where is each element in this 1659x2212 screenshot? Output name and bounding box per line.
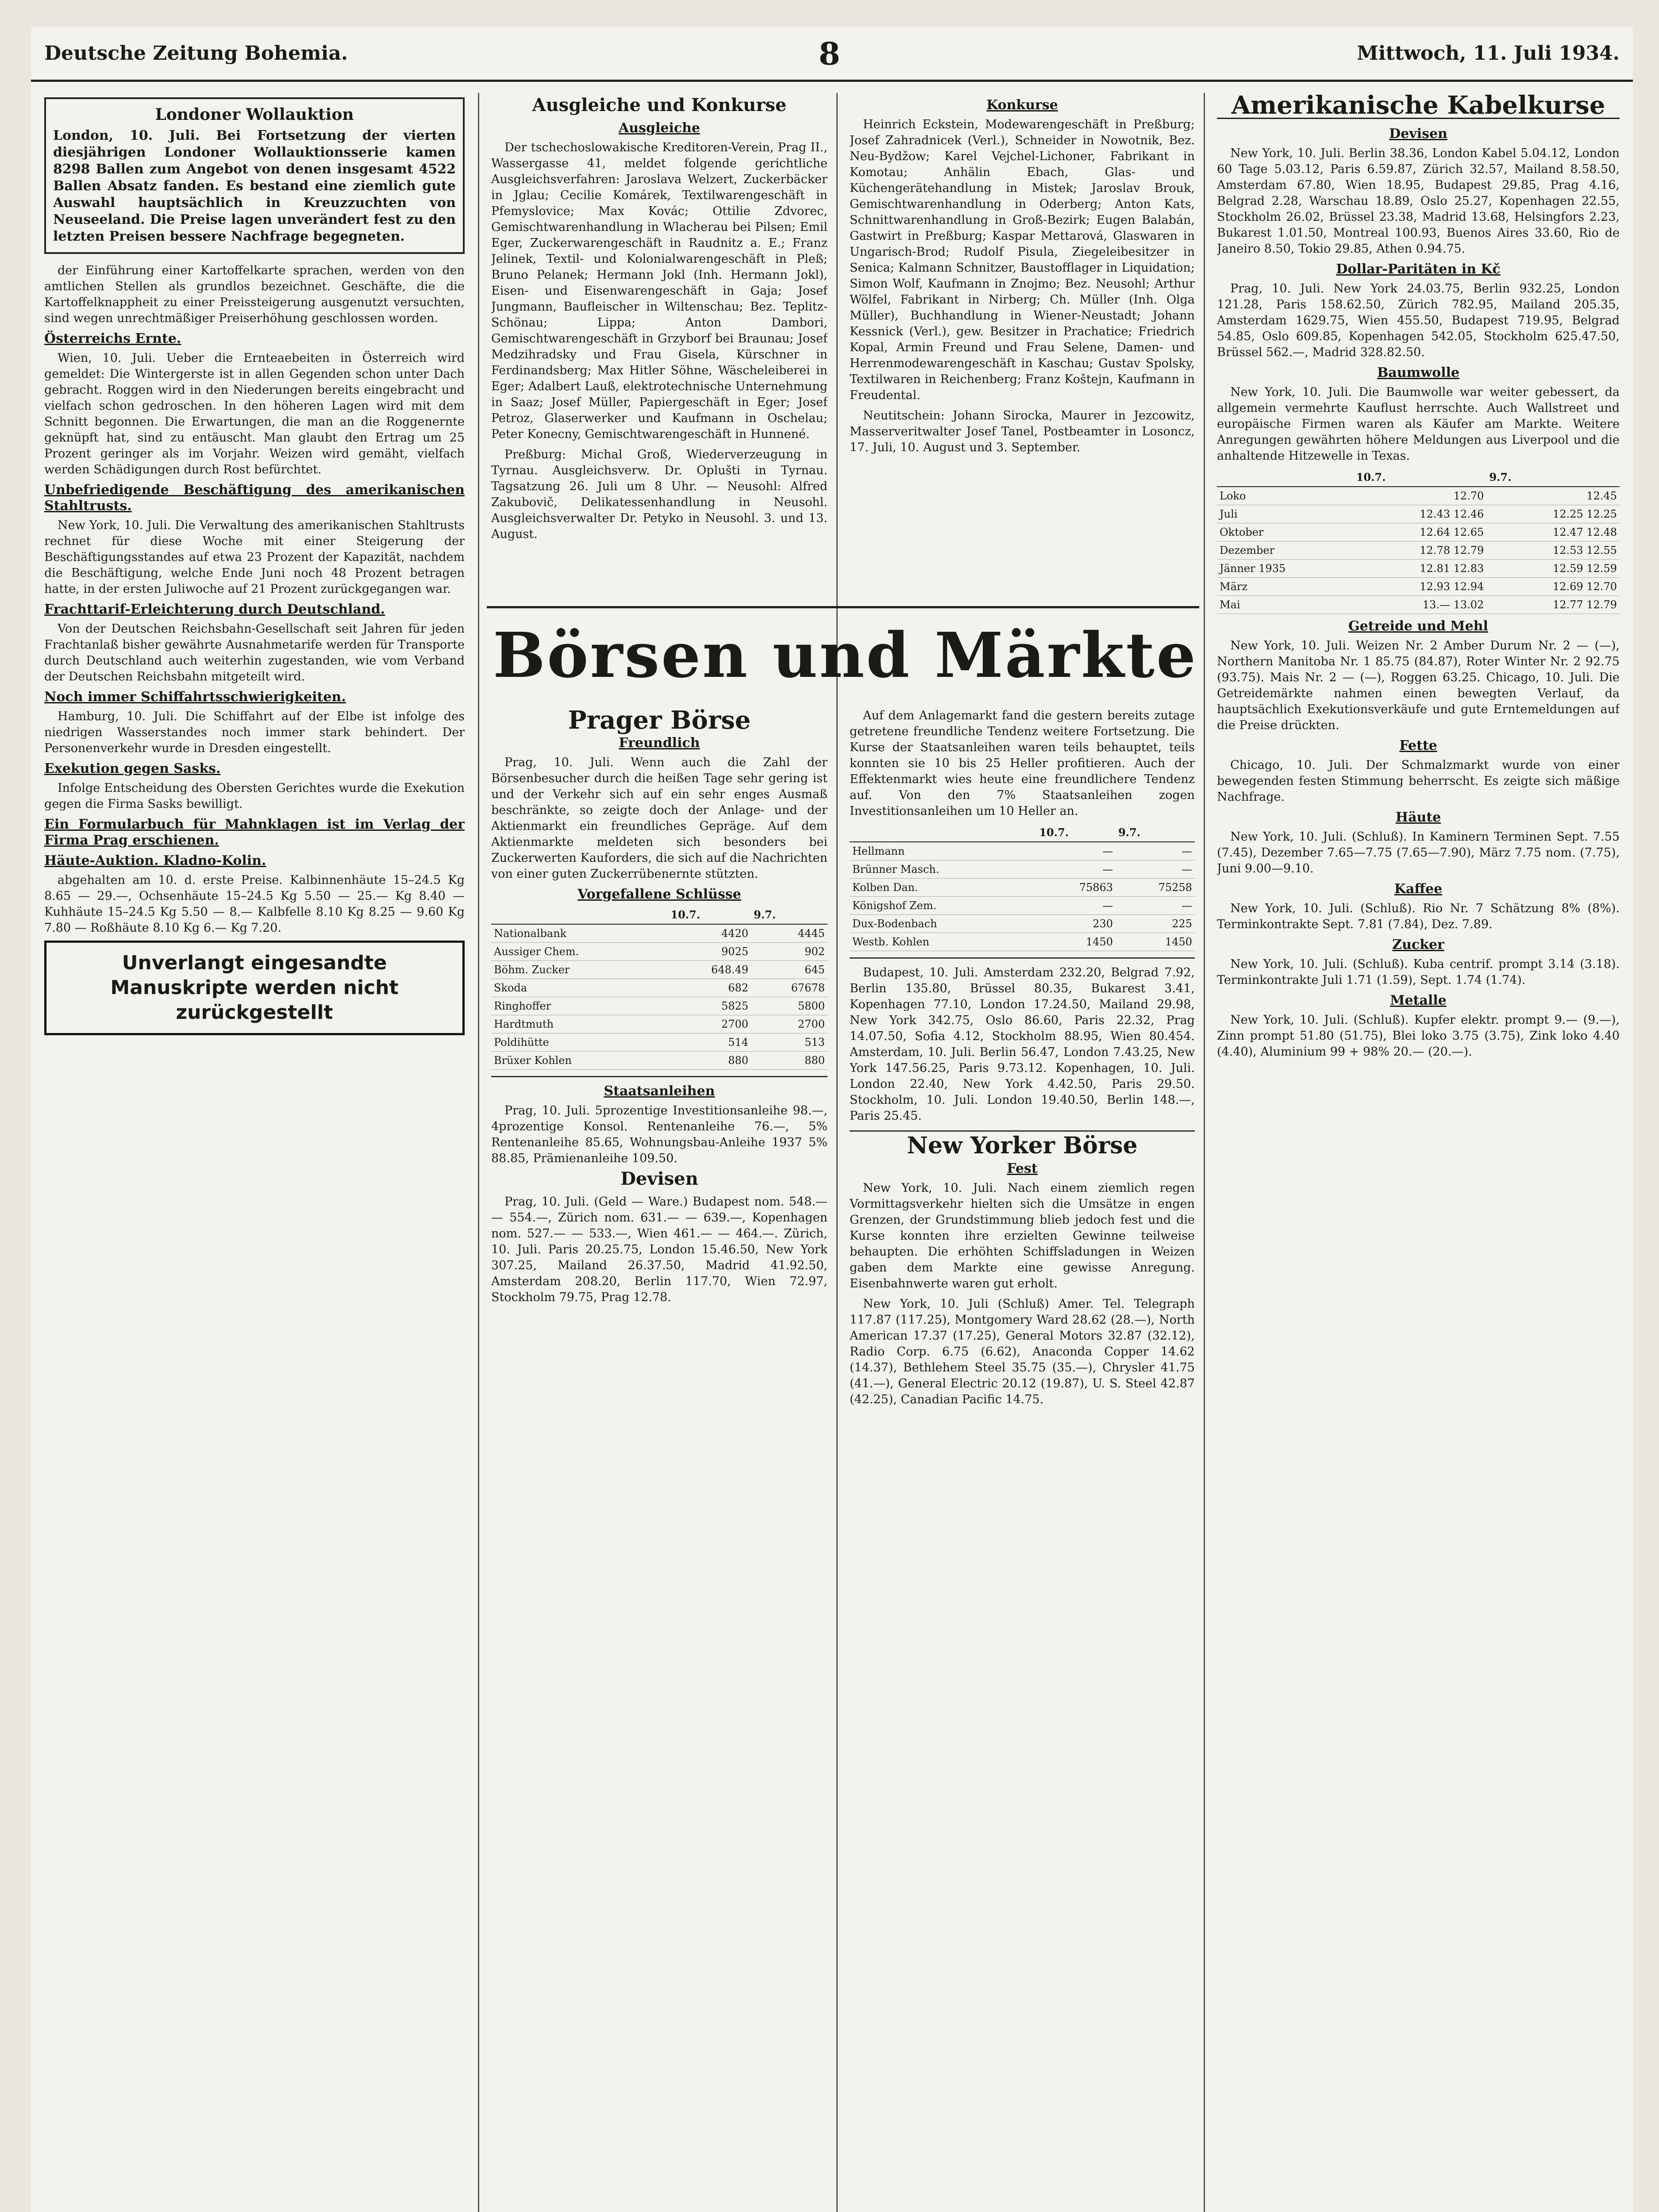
section-subtitle: Fette <box>1399 738 1437 753</box>
article-text: Wien, 10. Juli. Ueber die Ernteaebeiten in Österreich wird gemeldet: Die Wintergerste ist in allen Gegenden schon unter Dach gebracht. Roggen wird in den Niederungen bereits eingebracht und vielfach schon gedroschen. In den höheren Lagen wird mit dem Schnitt begonnen. Die Erwartungen, die man an die Roggenernte geknüpft hat, sind zu entäuscht. Man glaubt den Ertrag um 25 Prozent geringer als im Vorjahr. Weizen wird gemäht, vielfach werden Schädigungen durch Rost befürchtet. <box>44 351 465 476</box>
table-header: 10.7. <box>1354 469 1487 487</box>
article-text: Hamburg, 10. Juli. Die Schiffahrt auf der Elbe ist infolge des niedrigen Wasserstandes noch immer stark behindert. Der Personenverkehr wurde in Dresden eingestellt. <box>44 710 465 755</box>
table-cell: Nationalbank <box>491 924 668 943</box>
table-row <box>1217 487 1620 505</box>
article-text: Preßburg: Michal Groß, Wiederverzeugung in Tyrnau. Ausgleichsverw. Dr. Oplušti in Tyrnau. Tagsatzung 26. Juli um 8 Uhr. — Neusohl: Alfred Zakubovič, Delikatessenhandlung in Neusohl. Ausgleichsverwalter Dr. Petyko in Neusohl. 3. und 13. August. <box>491 448 828 541</box>
section-subtitle: Ausgleiche <box>619 120 700 136</box>
column-4 <box>1217 93 1620 2212</box>
table-row <box>491 924 828 943</box>
table-cell: 12.81 12.83 <box>1354 560 1487 578</box>
table-cell: 4420 <box>668 924 751 943</box>
table-row <box>491 997 828 1015</box>
table-cell: Brünner Masch. <box>850 860 1036 879</box>
table-cell: 513 <box>751 1033 828 1052</box>
column-divider <box>478 93 479 2212</box>
table-cell: 225 <box>1116 915 1195 933</box>
article-text: Chicago, 10. Juli. Der Schmalzmarkt wurde von einer bewegenden festen Stimmung beherrscht. Es zeigte sich mäßige Nachfrage. <box>1217 758 1620 804</box>
table-row <box>850 860 1195 879</box>
divider <box>850 957 1195 959</box>
table-cell: 12.93 12.94 <box>1354 578 1487 596</box>
section-subtitle: Baumwolle <box>1377 365 1460 380</box>
article-text: Prag, 10. Juli. (Geld — Ware.) Budapest nom. 548.— — 554.—, Zürich nom. 631.— — 639.—, Kopenhagen nom. 527.— — 533.—, Wien 461.— — 464.—. Zürich, 10. Juli. Paris 20.25.75, London 15.46.50, New York 307.25, Mailand 26.37.50, Madrid 41.92.50, Amsterdam 208.20, Berlin 117.70, Wien 72.97, Stockholm 79.75, Prag 12.78. <box>491 1195 828 1304</box>
section-subtitle: Staatsanleihen <box>604 1083 715 1099</box>
table-cell: 12.43 12.46 <box>1354 505 1487 523</box>
manuscript-notice: Unverlangt eingesandte Manuskripte werden nicht zurückgestellt <box>44 941 465 1035</box>
table-cell: 67678 <box>751 979 828 997</box>
table-cell: — <box>1036 842 1116 860</box>
table-cell: Juli <box>1217 505 1354 523</box>
article-text: Prag, 10. Juli. New York 24.03.75, Berlin 932.25, London 121.28, Paris 158.62.50, Zürich 782.95, Mailand 205.35, Amsterdam 1629.75, Wien 455.50, Budapest 719.95, Belgrad 54.85, Oslo 609.85, Kopenhagen 542.05, Stockholm 625.47.50, Brüssel 562.—, Madrid 328.82.50. <box>1217 282 1620 359</box>
article-heading: Exekution gegen Sasks. <box>44 761 221 776</box>
article-text: der Einführung einer Kartoffelkarte sprachen, werden von den amtlichen Stellen als grundlos bezeichnet. Geschäfte, die die Kartoffelknappheit zu einer Preissteigerung ausgenutzt versuchten, sind wegen unrechtmäßiger Preiserhöhung geschlossen worden. <box>44 264 465 325</box>
article-text: Prag, 10. Juli. Wenn auch die Zahl der Börsenbesucher durch die heißen Tage sehr gering ist und der Verkehr sich auf ein sehr enges Ausmaß beschränkte, so zeigte doch der Anlage- und der Aktienmarkt ein freundliches Gepräge. Auf dem Aktienmarkte meldeten sich besonders bei Zuckerwerten Kauforders, die sich auf die Nachrichten von einer guten Zuckerrübenernte stützten. <box>491 756 828 881</box>
article-text: New York, 10. Juli. Die Verwaltung des amerikanischen Stahltrusts rechnet für diese Woche mit einer Steigerung der Beschäftigungsstandes auf etwa 23 Prozent der Kapazität, nachdem die Beschäftigung, welche Ende Juni noch 48 Prozent betragen hatte, in der ersten Juliwoche auf 21 Prozent zurückgegangen war. <box>44 518 465 596</box>
table-cell: 902 <box>751 943 828 961</box>
article-text: New York, 10. Juli. Berlin 38.36, London Kabel 5.04.12, London 60 Tage 5.03.12, Paris 6.59.87, Zürich 32.57, Mailand 8.58.50, Amsterdam 67.80, Wien 18.95, Budapest 29.85, Prag 4.16, Belgrad 2.28, Warschau 18.89, Oslo 25.27, Kopenhagen 22.55, Stockholm 26.02, Brüssel 23.38, Madrid 13.68, Helsingfors 2.23, Bukarest 1.01.50, Montreal 100.93, Buenos Aires 33.60, Rio de Janeiro 8.50, Tokio 29.85, Athen 0.94.75. <box>1217 146 1620 256</box>
table-cell: 4445 <box>751 924 828 943</box>
column-3 <box>850 93 1195 602</box>
table-row <box>1217 523 1620 541</box>
table-cell: 12.70 <box>1354 487 1487 505</box>
table-cell: Königshof Zem. <box>850 897 1036 915</box>
table-row <box>491 979 828 997</box>
article-text: New York, 10. Juli. Weizen Nr. 2 Amber Durum Nr. 2 — (—), Northern Manitoba Nr. 1 85.75 (84.87), Roter Winter Nr. 2 92.75 (93.75). Mais Nr. 2 — (—), Roggen 63.25. Chicago, 10. Juli. Die Getreidemärkte nahmen einen bewegten Verlauf, da hauptsächlich Exekutionsverkäufe und gute Erntemeldungen auf die Preise drückten. <box>1217 639 1620 732</box>
table-cell: 12.64 12.65 <box>1354 523 1487 541</box>
article-text: New York, 10. Juli. (Schluß). Rio Nr. 7 Schätzung 8% (8%). Terminkontrakte Sept. 7.81 (7.84), Dez. 7.89. <box>1217 902 1620 931</box>
article-text: Von der Deutschen Reichsbahn-Gesellschaft seit Jahren für jeden Frachtanlaß bisher gewährte Ausnahmetarife werden für Transporte durch Deutschland auch weiterhin zugestanden, wie vom Verband der Deutschen Reichsbahn mitgeteilt wird. <box>44 622 465 684</box>
table-cell: 514 <box>668 1033 751 1052</box>
article-text: New York, 10. Juli. (Schluß). In Kaminern Terminen Sept. 7.55 (7.45), Dezember 7.65—7.75 (7.65—7.90), März 7.75 nom. (7.75), Juni 9.00—9.10. <box>1217 830 1620 876</box>
table-cell: 12.47 12.48 <box>1486 523 1620 541</box>
table-cell: Hellmann <box>850 842 1036 860</box>
article-heading: Unbefriedigende Beschäftigung des amerikanischen Stahltrusts. <box>44 482 465 514</box>
table-cell: 9025 <box>668 943 751 961</box>
table-cell: 5800 <box>751 997 828 1015</box>
table-cell: 12.45 <box>1486 487 1620 505</box>
table-row <box>850 842 1195 860</box>
section-subtitle: Devisen <box>1389 126 1447 142</box>
table-row <box>850 915 1195 933</box>
trades-table-2 <box>850 824 1195 951</box>
article-text: Budapest, 10. Juli. Amsterdam 232.20, Belgrad 7.92, Berlin 135.80, Brüssel 80.35, Bukarest 3.41, Kopenhagen 77.10, London 17.24.50, Mailand 29.98, New York 342.75, Oslo 86.60, Paris 22.32, Prag 14.07.50, Sofia 4.12, Stockholm 88.95, Wien 80.454. Amsterdam, 10. Juli. Berlin 56.47, London 7.43.25, New York 147.56.25, Paris 9.73.12. Kopenhagen, 10. Juli. London 22.40, New York 4.42.50, Paris 29.50. Stockholm, 10. Juli. London 19.40.50, Berlin 148.—, Paris 25.45. <box>850 966 1195 1123</box>
markets-title: Börsen und Märkte <box>493 619 1198 692</box>
article-heading: Österreichs Ernte. <box>44 331 181 346</box>
section-subtitle: Häute <box>1395 810 1441 825</box>
section-subtitle: Vorgefallene Schlüsse <box>577 887 741 902</box>
newspaper-page <box>31 27 1633 2212</box>
table-cell: 13.— 13.02 <box>1354 596 1487 614</box>
column-1 <box>44 93 465 2212</box>
table-cell: 2700 <box>751 1015 828 1033</box>
article-text: New York, 10. Juli. (Schluß). Kuba centrif. prompt 3.14 (3.18). Terminkontrakte Juli 1.71 (1.59), Sept. 1.74 (1.74). <box>1217 957 1620 987</box>
article-heading: Noch immer Schiffahrtsschwierigkeiten. <box>44 689 346 705</box>
page-number: 8 <box>819 35 840 72</box>
table-cell: 648.49 <box>668 961 751 979</box>
article-text: Heinrich Eckstein, Modewarengeschäft in Preßburg; Josef Zahradnicek (Verl.), Schneider in Nowotnik, Bez. Neu-Bydžow; Karel Vejchel-Lichoner, Fabrikant in Komotau; Anhälin Ebach, Glas- und Küchengerätehandlung in Mistek; Jaroslav Brouk, Gemischtwarenhandlung in Oderberg; Anton Kats, Schnittwarenhandlung in Groß-Bezirk; Eugen Balabán, Gastwirt in Preßburg; Kaspar Mettarová, Glaswaren in Ungarisch-Brod; Rudolf Pisula, Ziegeleibesitzer in Senica; Kalmann Schnitzer, Baustofflager in Liquidation; Simon Wolf, Kaufmann in Znojmo; Bez. Neusohl; Arthur Wölfel, Fabrikant in Nirberg; Ch. Müller (Inh. Olga Müller), Buchhandlung in Wiener-Neustadt; Johann Kessnick (Verl.), gew. Besitzer in Prachatice; Friedrich Kopal, Armin Freund und Frau Selene, Damen- und Herrenmodewarengeschäft in Kaschau; Gustav Spolsky, Textilwaren in Reichenberg; Franz Koštejn, Kaufmann in Freudental. <box>850 118 1195 402</box>
table-cell: Skoda <box>491 979 668 997</box>
issue-date: Mittwoch, 11. Juli 1934. <box>1357 42 1620 65</box>
section-title: Ausgleiche und Konkurse <box>532 95 787 115</box>
table-cell: 12.77 12.79 <box>1486 596 1620 614</box>
table-row <box>1217 505 1620 523</box>
divider <box>850 1130 1195 1132</box>
table-cell: Poldihütte <box>491 1033 668 1052</box>
table-cell: Westb. Kohlen <box>850 933 1036 951</box>
wool-auction-text: London, 10. Juli. Bei Fortsetzung der vierten diesjährigen Londoner Wollauktionsserie kamen 8298 Ballen zum Angebot von denen insgesamt 4522 Ballen Absatz fanden. Es bestand eine ziemlich gute Auswahl hauptsächlich in Kreuzzuchten von Neuseeland. Die Preise lagen unverändert fest zu den letzten Preisen bessere Nachfrage begegneten. <box>53 128 456 244</box>
article-text: abgehalten am 10. d. erste Preise. Kalbinnenhäute 15–24.5 Kg 8.65 — 29.—, Ochsenhäute 15–24.5 Kg 5.50 — 25.— Kg 8.40 — Kuhhäute 15–24.5 Kg 5.50 — 8.— Kalbfelle 8.10 Kg 8.25 — 9.60 Kg 7.80 — Roßhäute 8.10 Kg 6.— Kg 7.20. <box>44 873 465 935</box>
divider <box>491 1076 828 1077</box>
table-header: 9.7. <box>751 906 828 924</box>
table-row <box>1217 541 1620 560</box>
table-cell: Dezember <box>1217 541 1354 560</box>
table-row <box>1217 578 1620 596</box>
table-cell: 2700 <box>668 1015 751 1033</box>
table-cell: — <box>1036 860 1116 879</box>
section-title: Amerikanische Kabelkurse <box>1217 97 1620 119</box>
section-subtitle: Konkurse <box>986 97 1058 113</box>
table-cell: Böhm. Zucker <box>491 961 668 979</box>
section-title: Devisen <box>620 1168 698 1189</box>
table-cell: 12.78 12.79 <box>1354 541 1487 560</box>
table-cell: 12.25 12.25 <box>1486 505 1620 523</box>
article-heading: Ein Formularbuch für Mahnklagen ist im Verlag der Firma Prag erschienen. <box>44 817 465 848</box>
newspaper-name: Deutsche Zeitung Bohemia. <box>44 42 348 65</box>
page-header <box>31 27 1633 82</box>
article-text: Prag, 10. Juli. 5prozentige Investitionsanleihe 98.—, 4prozentige Konsol. Rentenanleihe 76.—, 5% Rentenanleihe 85.65, Wohnungsbau-Anleihe 1937 5% 88.85, Prämienanleihe 109.50. <box>491 1104 828 1165</box>
section-title: New Yorker Börse <box>907 1132 1138 1159</box>
table-cell: Loko <box>1217 487 1354 505</box>
article-text: Neutitschein: Johann Sirocka, Maurer in Jezcowitz, Masserveritwalter Josef Tanel, Postbeamter in Losoncz, 17. Juli, 10. August und 3. September. <box>850 409 1195 454</box>
table-cell: März <box>1217 578 1354 596</box>
section-subtitle: Zucker <box>1392 937 1444 952</box>
section-subtitle: Freundlich <box>619 735 700 751</box>
table-row <box>1217 596 1620 614</box>
column-divider <box>1204 93 1205 2212</box>
table-cell: Aussiger Chem. <box>491 943 668 961</box>
table-header <box>491 906 668 924</box>
article-text: Infolge Entscheidung des Obersten Gerichtes wurde die Exekution gegen die Firma Sasks bewilligt. <box>44 781 465 811</box>
table-cell: — <box>1036 897 1116 915</box>
table-cell: 75863 <box>1036 879 1116 897</box>
wool-auction-title: Londoner Wollauktion <box>155 105 354 124</box>
section-subtitle: Metalle <box>1390 993 1447 1008</box>
column-divider <box>836 93 838 2212</box>
section-subtitle: Dollar-Paritäten in Kč <box>1336 261 1501 277</box>
table-cell: Kolben Dan. <box>850 879 1036 897</box>
article-text: New York, 10. Juli. Nach einem ziemlich regen Vormittagsverkehr hielten sich die Umsätze in engen Grenzen, der Grundstimmung blieb jedoch fest und die Kurse konnten ihre erzielten Gewinne teilweise behaupten. Die erhöhten Schiffsladungen in Weizen gaben dem Markte eine gewisse Anregung. Eisenbahnwerte waren gut erholt. <box>850 1181 1195 1290</box>
table-cell: 12.53 12.55 <box>1486 541 1620 560</box>
markets-left <box>491 708 828 2212</box>
table-row <box>850 933 1195 951</box>
table-cell: 682 <box>668 979 751 997</box>
table-row <box>850 897 1195 915</box>
table-cell: 645 <box>751 961 828 979</box>
table-cell: Jänner 1935 <box>1217 560 1354 578</box>
table-cell: Mai <box>1217 596 1354 614</box>
table-row <box>491 1015 828 1033</box>
article-heading: Frachttarif-Erleichterung durch Deutschland. <box>44 602 385 617</box>
table-row <box>491 943 828 961</box>
cotton-table <box>1217 469 1620 614</box>
table-cell: 880 <box>668 1052 751 1070</box>
table-cell: 5825 <box>668 997 751 1015</box>
table-row <box>491 961 828 979</box>
table-cell: Brüxer Kohlen <box>491 1052 668 1070</box>
table-header <box>1217 469 1354 487</box>
table-cell: Hardtmuth <box>491 1015 668 1033</box>
table-header: 10.7. <box>668 906 751 924</box>
table-cell: — <box>1116 897 1195 915</box>
article-text: Auf dem Anlagemarkt fand die gestern bereits zutage getretene freundliche Tendenz weitere Fortsetzung. Die Kurse der Staatsanleihen waren teils behauptet, teils konnten sie 10 bis 25 Heller profitieren. Auch der Effektenmarkt wies heute eine freundlichere Tendenz auf. Von den 7% Staatsanleihen zogen Investitionsanleihen um 10 Heller an. <box>850 709 1195 818</box>
table-cell: 880 <box>751 1052 828 1070</box>
markets-right <box>850 708 1195 2212</box>
table-row <box>491 1033 828 1052</box>
table-header: 10.7. <box>1036 824 1116 842</box>
markets-rule <box>487 606 1199 608</box>
table-header: 9.7. <box>1486 469 1620 487</box>
table-cell: 12.69 12.70 <box>1486 578 1620 596</box>
article-heading: Häute-Auktion. Kladno-Kolin. <box>44 853 266 868</box>
article-text: New York, 10. Juli. (Schluß). Kupfer elektr. prompt 9.— (9.—), Zinn prompt 51.80 (51.75), Blei loko 3.75 (3.75), Zink loko 4.40 (4.40), Aluminium 99 + 98% 20.— (20.—). <box>1217 1013 1620 1059</box>
table-header: 9.7. <box>1116 824 1195 842</box>
section-subtitle: Getreide und Mehl <box>1348 618 1488 634</box>
section-subtitle: Kaffee <box>1394 881 1443 897</box>
table-cell: — <box>1116 842 1195 860</box>
table-cell: — <box>1116 860 1195 879</box>
table-row <box>491 1052 828 1070</box>
table-row <box>1217 560 1620 578</box>
table-cell: Ringhoffer <box>491 997 668 1015</box>
article-text: Der tschechoslowakische Kreditoren-Verein, Prag II., Wassergasse 41, meldet folgende gerichtliche Ausgleichsverfahren: Jaroslava Welzert, Zuckerbäcker in Jglau; Cecilie Komárek, Textilwarengeschäft in Pfemyslovice; Max Kovác; Ottilie Zdvorec, Gemischtwarenhandlung in Wlacherau bei Pilsen; Emil Eger, Zuckerwarengeschäft in Raudnitz a. E.; Franz Jelinek, Textil- und Kolonialwarengeschäft in Pleß; Bruno Pelanek; Hermann Jokl (Inh. Hermann Jokl), Eisen- und Eisenwarengeschäft in Gaja; Josef Jungmann, Baufleischer in Wiltenschau; Bez. Teplitz-Schönau; Lippa; Anton Dambori, Gemischtwarengeschäft in Grzyborf bei Braunau; Josef Medzihradsky und Frau Gisela, Kürschner in Ferdinandsberg; Max Hitler Söhne, Wäscheleiberei in Eger; Adalbert Lauß, elektrotechnische Unternehmung in Saaz; Josef Müller, Papiergeschäft in Eger; Josef Petroz, Glaserwerker und Kaufmann in Oschelau; Peter Konecny, Gemischtwarengeschäft in Hunnené. <box>491 141 828 441</box>
table-cell: 230 <box>1036 915 1116 933</box>
table-cell: 1450 <box>1116 933 1195 951</box>
table-cell: Oktober <box>1217 523 1354 541</box>
table-header <box>850 824 1036 842</box>
article-text: New York, 10. Juli. Die Baumwolle war weiter gebessert, da allgemein vermehrte Kauflust herrschte. Auch Wallstreet und europäische Firmen waren als Käufer am Markte. Weitere Anregungen gewährten höhere Meldungen aus Liverpool und die anhaltende Hitzewelle in Texas. <box>1217 385 1620 463</box>
table-cell: 75258 <box>1116 879 1195 897</box>
wool-auction-box <box>44 97 465 254</box>
article-text: New York, 10. Juli (Schluß) Amer. Tel. Telegraph 117.87 (117.25), Montgomery Ward 28.62 (28.—), North American 17.37 (17.25), General Motors 32.87 (32.12), Radio Corp. 6.75 (6.62), Anaconda Copper 14.62 (14.37), Bethlehem Steel 35.75 (35.—), Chrysler 41.75 (41.—), General Electric 20.12 (19.87), U. S. Steel 42.87 (42.25), Canadian Pacific 14.75. <box>850 1297 1195 1406</box>
table-row <box>850 879 1195 897</box>
section-title: Prager Börse <box>568 708 751 735</box>
table-cell: 1450 <box>1036 933 1116 951</box>
section-subtitle: Fest <box>1007 1161 1038 1176</box>
column-2 <box>491 93 828 602</box>
table-cell: Dux-Bodenbach <box>850 915 1036 933</box>
table-cell: 12.59 12.59 <box>1486 560 1620 578</box>
trades-table <box>491 906 828 1070</box>
